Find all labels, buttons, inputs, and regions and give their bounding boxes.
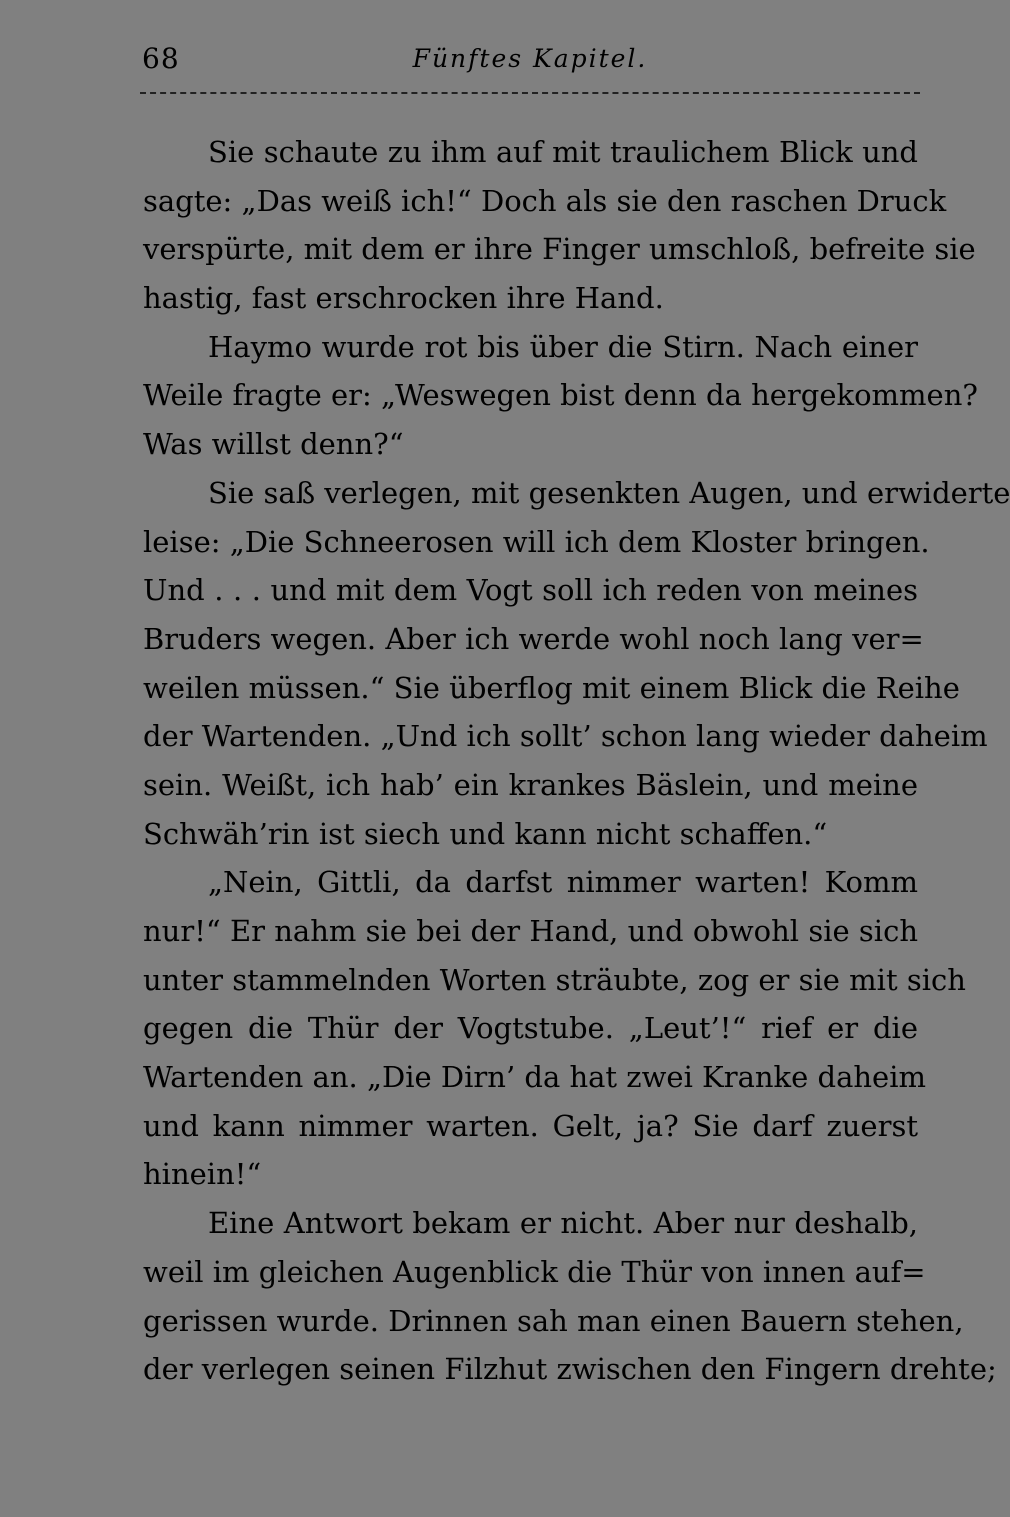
text-line: hinein!“ <box>143 1157 262 1192</box>
text-line: Und . . . und mit dem Vogt soll ich reden von meines <box>143 573 918 608</box>
text-line: und kann nimmer warten. Gelt, ja? Sie darf zuerst <box>143 1108 918 1143</box>
text-line: leise: „Die Schneerosen will ich dem Kloster bringen. <box>143 524 930 559</box>
text-line: der Wartenden. „Und ich sollt’ schon lang wieder daheim <box>143 719 988 754</box>
text-line: der verlegen seinen Filzhut zwischen den Fingern drehte; <box>143 1352 997 1387</box>
text-line: Was willst denn?“ <box>143 427 404 462</box>
text-line: Bruders wegen. Aber ich werde wohl noch lang ver= <box>143 621 924 656</box>
text-line: Eine Antwort bekam er nicht. Aber nur deshalb, <box>208 1206 918 1241</box>
header-rule <box>140 92 920 94</box>
text-line: hastig, fast erschrocken ihre Hand. <box>143 281 664 316</box>
body-text <box>143 128 1010 1394</box>
text-line: Schwäh’rin ist siech und kann nicht schaffen.“ <box>143 816 828 851</box>
text-line: sein. Weißt, ich hab’ ein krankes Bäslein, und meine <box>143 767 918 802</box>
page-number: 68 <box>142 42 180 75</box>
text-line: unter stammelnden Worten sträubte, zog er sie mit sich <box>143 962 966 997</box>
text-line: Sie saß verlegen, mit gesenkten Augen, und erwiderte <box>208 475 1010 510</box>
text-line: gerissen wurde. Drinnen sah man einen Bauern stehen, <box>143 1303 964 1338</box>
page-header <box>140 42 920 82</box>
text-line: Wartenden an. „Die Dirn’ da hat zwei Kranke daheim <box>143 1060 926 1095</box>
text-line: sagte: „Das weiß ich!“ Doch als sie den raschen Druck <box>143 183 947 218</box>
text-line: Weile fragte er: „Weswegen bist denn da hergekommen? <box>143 378 978 413</box>
text-line: verspürte, mit dem er ihre Finger umschloß, befreite sie <box>143 232 976 267</box>
running-head: Fünftes Kapitel. <box>412 44 648 73</box>
text-line: Haymo wurde rot bis über die Stirn. Nach einer <box>208 329 918 364</box>
text-line: gegen die Thür der Vogtstube. „Leut’!“ rief er die <box>143 1011 918 1046</box>
text-line: weil im gleichen Augenblick die Thür von innen auf= <box>143 1254 926 1289</box>
text-line: weilen müssen.“ Sie überflog mit einem Blick die Reihe <box>143 670 960 705</box>
text-line: Sie schaute zu ihm auf mit traulichem Blick und <box>208 135 918 169</box>
text-line: nur!“ Er nahm sie bei der Hand, und obwohl sie sich <box>143 914 918 948</box>
text-line: „Nein, Gittli, da darfst nimmer warten! Komm <box>208 865 918 900</box>
